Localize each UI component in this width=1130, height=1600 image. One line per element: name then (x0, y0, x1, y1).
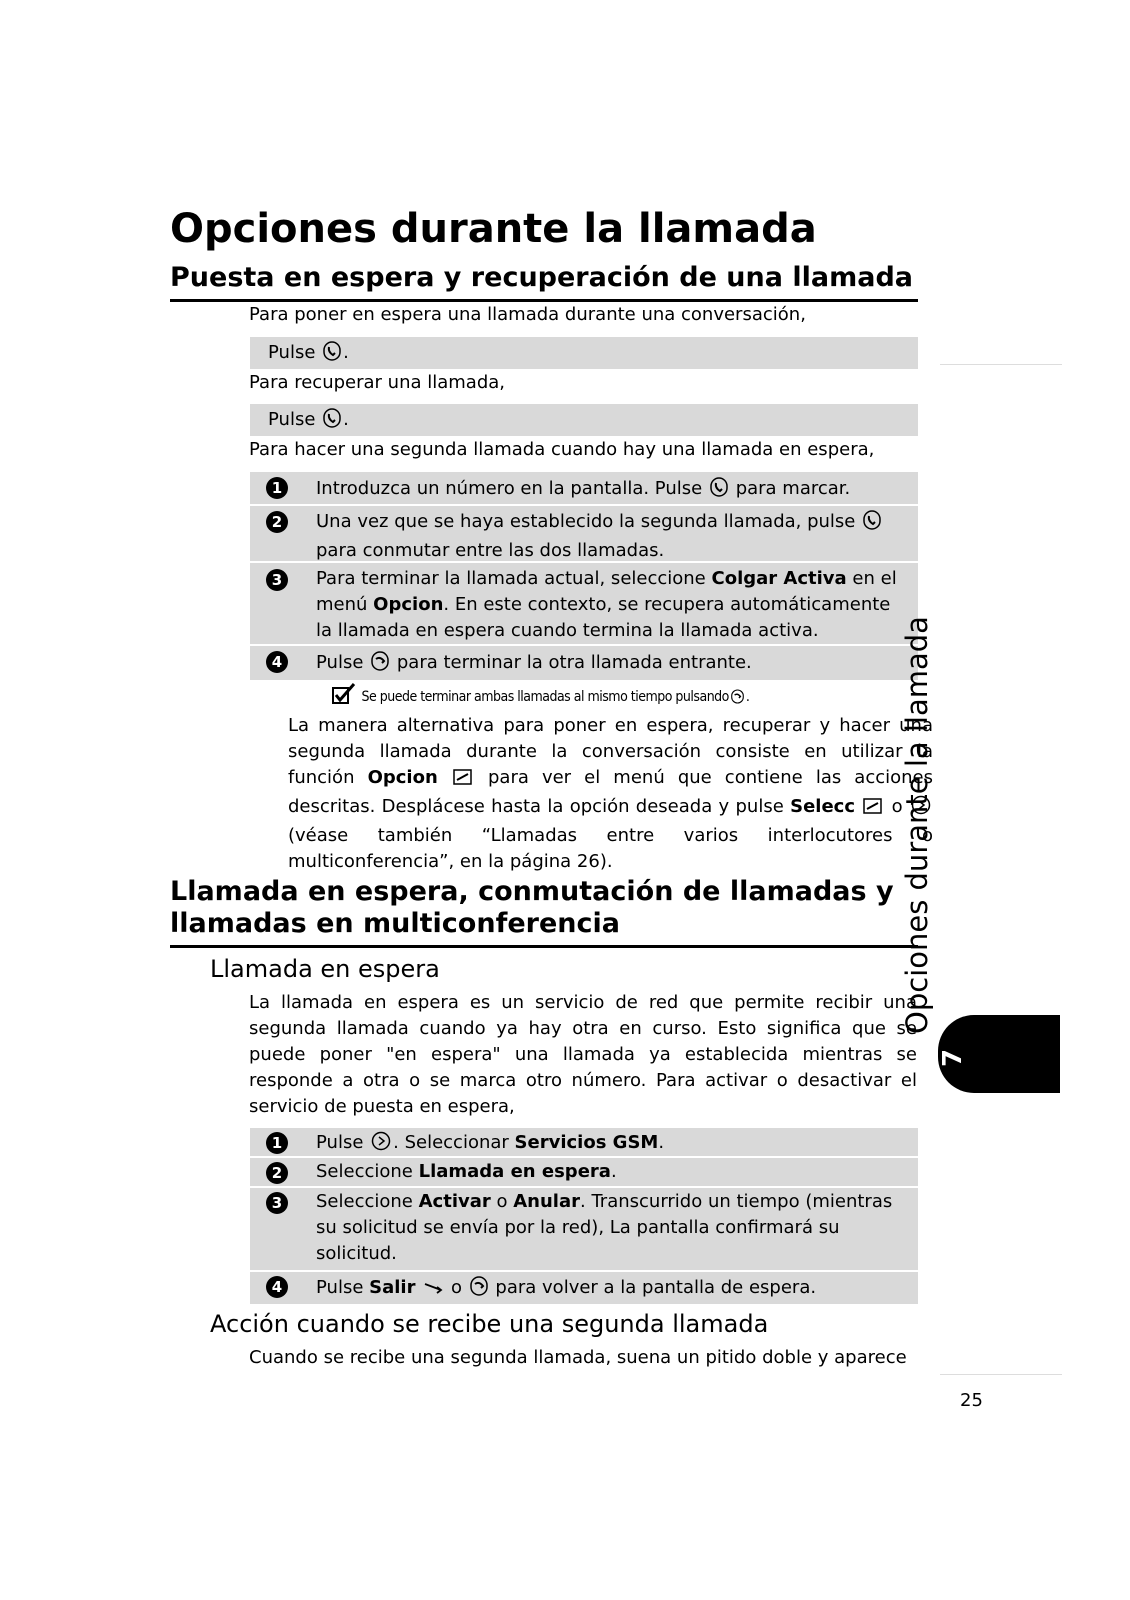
left-softkey-icon (863, 797, 883, 823)
section-heading: Llamada en espera, conmutación de llamadas y llamadas en multiconferencia (170, 876, 894, 939)
step-text: para marcar. (735, 478, 851, 499)
step-item (250, 472, 918, 506)
chapter-number: 7 (938, 1048, 969, 1068)
paragraph: Para poner en espera una llamada durante una conversación, (249, 304, 806, 325)
paragraph: Cuando se recibe una segunda llamada, suena un pitido doble y aparece (249, 1347, 907, 1368)
call-key-icon (323, 408, 341, 436)
step-text: Pulse (316, 1277, 364, 1298)
step-item (250, 1188, 918, 1272)
step-item (250, 506, 918, 563)
paragraph: Para recuperar una llamada, (249, 372, 506, 393)
paragraph: La llamada en espera es un servicio de red que permite recibir una segunda llamada cuando ya hay otra en curso. Esto significa que se puede poner "en espera" una llamada ya establecida mientras se responde a otra o se marca otro número. Para activar o desactivar el servicio de puesta en espera, (249, 992, 917, 1117)
instruction-box: Pulse . (250, 404, 918, 436)
step-text: para volver a la pantalla de espera. (495, 1277, 817, 1298)
paragraph-text: o (891, 796, 903, 817)
step-item (250, 563, 918, 646)
step-text: Seleccione (316, 1161, 413, 1182)
step-item (250, 646, 918, 680)
menu-option-label: Anular (513, 1191, 580, 1212)
step-text: o (450, 1277, 462, 1298)
note: Se puede terminar ambas llamadas al mismo tiempo pulsando . (330, 683, 749, 709)
end-call-key-icon (731, 689, 744, 708)
step-text: para terminar la otra llamada entrante. (396, 652, 752, 673)
step-text: Pulse (316, 1132, 364, 1153)
step-number: 1 (266, 1132, 288, 1154)
call-key-icon (710, 477, 728, 505)
step-number: 2 (266, 1162, 288, 1184)
step-text: para conmutar entre las dos llamadas. (316, 540, 665, 561)
step-item (250, 1128, 918, 1158)
subsection-heading: Llamada en espera (210, 955, 440, 983)
softkey-label: Opcion (367, 767, 438, 788)
step-number: 4 (266, 651, 288, 673)
nav-key-icon (371, 1131, 391, 1159)
note-text: Se puede terminar ambas llamadas al mismo tiempo pulsando (361, 689, 729, 705)
step-number: 4 (266, 1276, 288, 1298)
step-text: . (610, 1161, 617, 1182)
step-text: Seleccione (316, 1191, 413, 1212)
right-softkey-icon (423, 1278, 443, 1304)
divider (940, 1374, 1062, 1375)
softkey-label: Selecc (790, 796, 855, 817)
heading-rule (170, 945, 918, 948)
paragraph (288, 713, 933, 875)
step-text: o (496, 1191, 508, 1212)
step-text: Pulse (316, 652, 364, 673)
paragraph-text: (véase también “Llamadas entre varios interlocutores o multiconferencia”, en la página 26). (288, 825, 933, 872)
step-text: . Transcurrido un tiempo (mientras su solicitud se envía por la red), La pantalla confirmará su solicitud. (316, 1191, 893, 1264)
menu-option-label: Activar (418, 1191, 491, 1212)
step-text: Una vez que se haya establecido la segunda llamada, pulse (316, 511, 856, 532)
divider (940, 364, 1062, 365)
step-text: Para terminar la llamada actual, seleccione (316, 568, 706, 589)
menu-option-label: Servicios GSM (514, 1132, 659, 1153)
paragraph-text: La manera alternativa para poner en espera, recuperar y hacer una segunda llamada durante la conversación consiste en utilizar la función (288, 715, 933, 788)
call-key-icon (863, 510, 881, 538)
step-text: . Seleccionar (393, 1132, 509, 1153)
end-call-key-icon (371, 651, 389, 679)
menu-option-label: Llamada en espera (418, 1161, 611, 1182)
step-number: 1 (266, 477, 288, 499)
call-key-icon (323, 341, 341, 369)
step-text: Introduzca un número en la pantalla. Pulse (316, 478, 703, 499)
end-call-key-icon (470, 1276, 488, 1304)
step-text: en el menú (316, 568, 897, 615)
checkmark-icon (332, 683, 356, 709)
instruction-box: Pulse . (250, 337, 918, 369)
instruction-text: Pulse (268, 342, 316, 363)
softkey-label: Salir (369, 1277, 416, 1298)
chapter-title: Opciones durante la llamada (900, 616, 934, 1034)
step-number: 2 (266, 511, 288, 533)
menu-option-label: Colgar Activa (711, 568, 847, 589)
step-item (250, 1158, 918, 1188)
paragraph: Para hacer una segunda llamada cuando hay una llamada en espera, (249, 439, 875, 460)
subsection-heading: Acción cuando se recibe una segunda llamada (210, 1310, 769, 1338)
page-title: Opciones durante la llamada (170, 206, 817, 252)
paragraph-text: para ver el menú que contiene las acciones descritas. Desplácese hasta la opción deseada y pulse (288, 767, 934, 817)
menu-name-label: Opcion (373, 594, 444, 615)
step-number: 3 (266, 1192, 288, 1214)
step-number: 3 (266, 569, 288, 591)
section-heading: Puesta en espera y recuperación de una llamada (170, 262, 914, 293)
page-number: 25 (960, 1390, 983, 1411)
left-softkey-icon (453, 768, 473, 794)
instruction-text: Pulse (268, 409, 316, 430)
step-text: . (658, 1132, 665, 1153)
step-item (250, 1272, 918, 1304)
step-text: . En este contexto, se recupera automáticamente la llamada en espera cuando termina la llamada activa. (316, 594, 891, 641)
